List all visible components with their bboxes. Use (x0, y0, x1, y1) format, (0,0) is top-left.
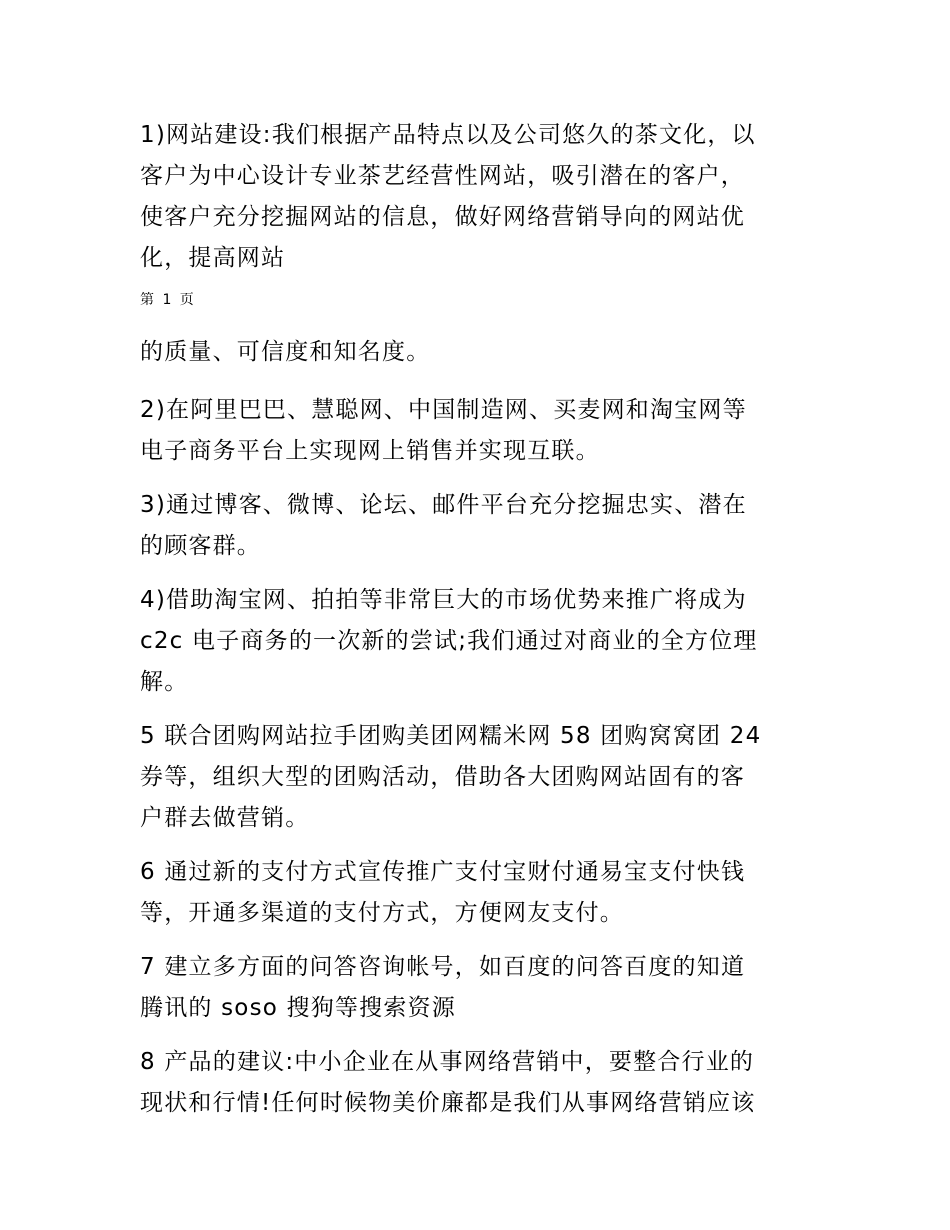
paragraph-8-product-suggestions: 8 产品的建议:中小企业在从事网络营销中，要整合行业的 现状和行情!任何时候物美价廉都是我们从事网络营销应该 (140, 1049, 756, 1116)
paragraph-1-website-construction: 1)网站建设:我们根据产品特点以及公司悠久的茶文化，以 客户为中心设计专业茶艺经营性网站，吸引潜在的客户， 使客户充分挖掘网站的信息，做好网络营销导向的网站优 化，提高网站 (140, 122, 756, 271)
paragraph-6-payment: 6 通过新的支付方式宣传推广支付宝财付通易宝支付快钱 等，开通多渠道的支付方式，方便网友支付。 (140, 859, 746, 926)
page-number: 第 1 页 (140, 292, 196, 308)
paragraph-7-qa-accounts: 7 建立多方面的问答咨询帐号，如百度的问答百度的知道 腾讯的 soso 搜狗等搜索资源 (140, 954, 746, 1021)
paragraph-3-blogs-forums: 3)通过博客、微博、论坛、邮件平台充分挖掘忠实、潜在 的顾客群。 (140, 492, 747, 559)
paragraph-2-ecommerce-platforms: 2)在阿里巴巴、慧聪网、中国制造网、买麦网和淘宝网等 电子商务平台上实现网上销售并实现互联。 (140, 397, 747, 464)
paragraph-5-group-buying: 5 联合团购网站拉手团购美团网糯米网 58 团购窝窝团 24 券等，组织大型的团购活动，借助各大团购网站固有的客 户群去做营销。 (140, 723, 762, 831)
paragraph-4-taobao-paipai: 4)借助淘宝网、拍拍等非常巨大的市场优势来推广将成为 c2c 电子商务的一次新的尝试;我们通过对商业的全方位理 解。 (140, 587, 758, 695)
paragraph-1-continued: 的质量、可信度和知名度。 (140, 339, 431, 365)
